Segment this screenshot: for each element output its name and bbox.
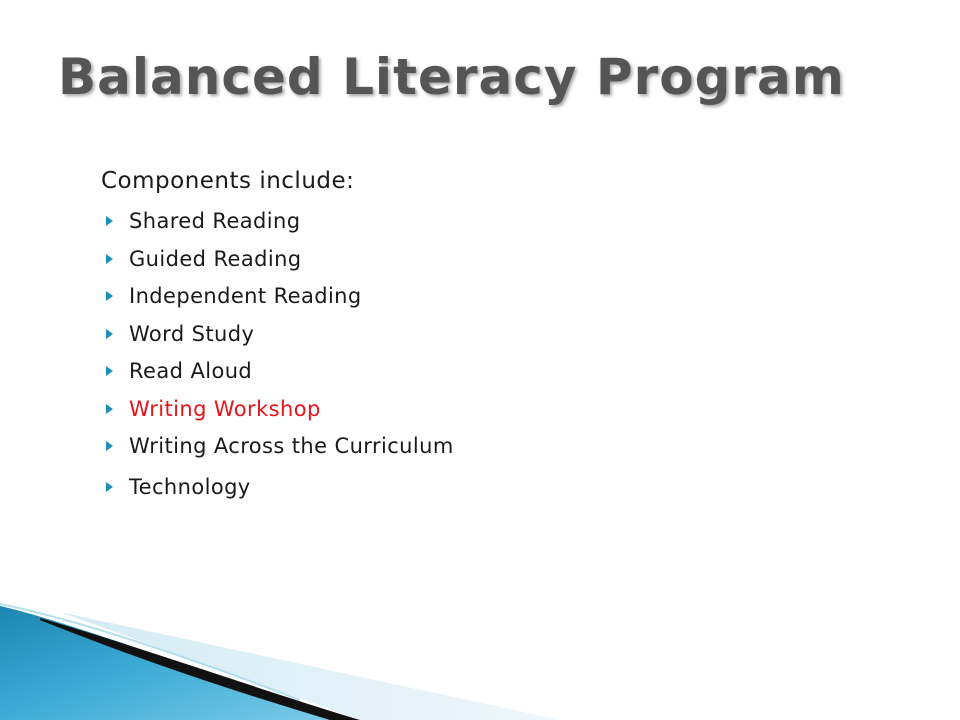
list-item-label: Writing Workshop <box>129 396 321 421</box>
components-heading: Components include: <box>101 168 355 194</box>
list-item-label: Word Study <box>129 321 255 346</box>
list-item-label: Writing Across the Curriculum <box>129 434 454 458</box>
slide-title: Balanced Literacy Program <box>58 48 845 106</box>
list-item-label: Technology <box>129 474 251 499</box>
list-item-label: Shared Reading <box>129 209 301 233</box>
list-item-label: Independent Reading <box>129 284 362 308</box>
list-item-label: Read Aloud <box>129 359 253 383</box>
list-item-label: Guided Reading <box>129 246 302 271</box>
